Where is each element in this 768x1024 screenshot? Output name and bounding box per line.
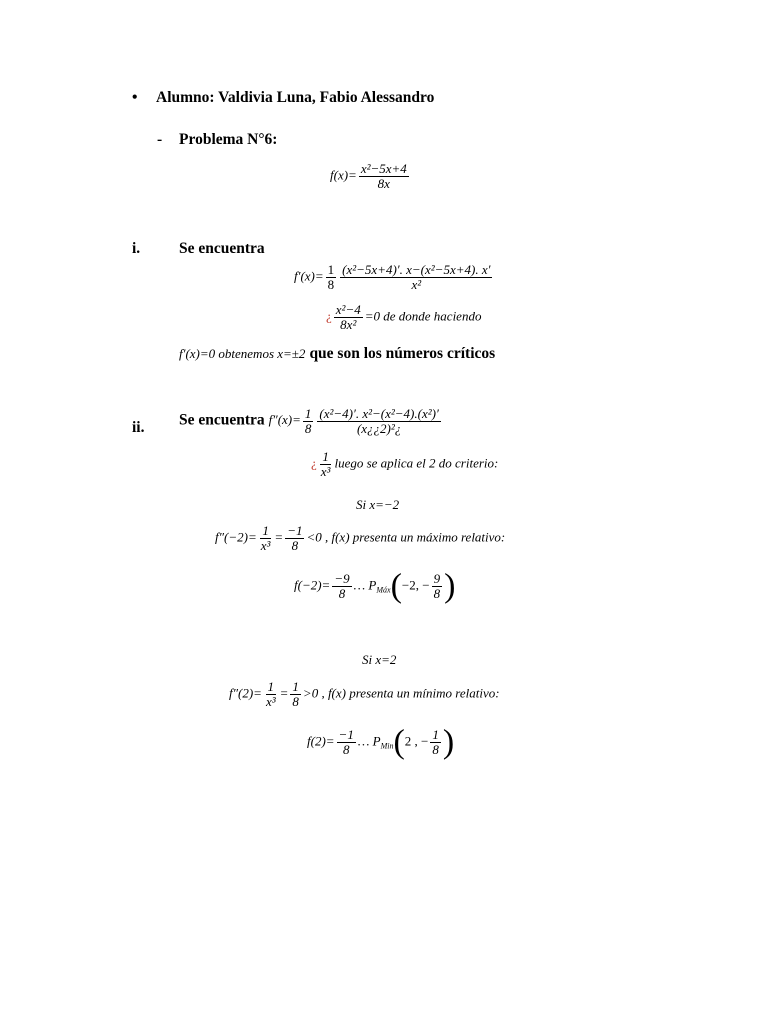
case-1-conclusion: <0 , f(x) presenta un máximo relativo: [306,529,506,545]
coef-denominator: 8 [327,277,335,292]
critical-points-line [179,345,495,363]
min-subscript: Min [380,741,394,751]
simplified-numerator: x²−4 [335,302,361,317]
function-numerator: x²−5x+4 [360,161,407,176]
case-1-value-lhs: f(−2)= [294,577,331,593]
case-1-frac2-num: −1 [287,523,303,538]
case-2-value-lhs: f(2)= [307,733,335,749]
simplified-numerator: 1 [322,449,329,464]
case-2-frac1-den: x³ [265,694,276,709]
critical-points-math: f′(x)=0 obtenemos x=±2 [179,346,306,361]
case-1-value-den: 8 [338,586,346,601]
min-point-label: … P [357,733,381,749]
case-2-frac1-num: 1 [267,679,275,694]
second-derivative-line [179,407,443,436]
dash-marker: - [157,131,163,148]
section-i-roman: i. [132,240,141,257]
max-point-label: … P [353,577,377,593]
min-point-den: 8 [432,742,439,757]
case-2-value-den: 8 [342,742,350,757]
function-lhs: f(x)= [330,167,357,183]
max-point-x: −2, − [401,577,430,593]
first-derivative-lhs: f′(x)= [294,268,324,284]
second-quotient-denominator: (x¿¿2)²¿ [356,421,402,436]
case-1-title: Si x=−2 [356,497,400,512]
section-ii-label: Se encuentra [179,411,265,429]
case-2-value: f(2)= $\frac{-1}{8}$ … $P_{Min}(2$ , − $\frac{1}{8}$ ) [307,723,455,761]
bullet-marker: • [132,89,138,106]
simplified-denominator: 8x² [340,317,357,332]
max-point-den: 8 [433,586,441,601]
second-quotient-numerator: (x²−4)′. x²−(x²−4).(x²)′ [319,406,439,421]
max-subscript: Máx [376,585,391,595]
case-1-frac1-den: x³ [260,538,271,553]
coef-numerator: 1 [304,406,312,421]
min-point-x: 2 , − [404,733,429,749]
second-derivative-lhs: f″(x)= [268,412,301,428]
glyph-artifact: ¿ [311,455,317,471]
case-2-evaluation [229,680,500,709]
equals-sign: = [279,685,289,701]
simplified-denominator: x³ [320,464,331,479]
quotient-rule-numerator: (x²−5x+4)′. x−(x²−5x+4). x′ [342,262,491,277]
case-1-frac2-den: 8 [291,538,299,553]
second-derivative-simplified [311,450,498,479]
simplified-derivative [326,303,481,332]
case-2-conclusion: >0 , f(x) presenta un mínimo relativo: [302,685,500,701]
section-ii-roman: ii. [132,419,145,436]
problem-title: Problema N°6: [179,131,278,148]
max-point-num: 9 [433,571,441,586]
case-1-evaluation [215,524,505,553]
equals-sign: = [274,529,284,545]
function-definition [330,162,411,191]
case-1-value: f(−2)= $\frac{-9}{8}$ … $P_{Máx}(-2$, − $\frac{9}{8}$ ) [294,567,456,605]
student-name: Alumno: Valdivia Luna, Fabio Alessandro [156,89,435,106]
glyph-artifact: ¿ [326,308,332,324]
case-1-value-num: −9 [334,571,350,586]
criterion-text: luego se aplica el 2 do criterio: [334,455,499,471]
case-1-lhs: f″(−2)= [215,529,257,545]
coef-denominator: 8 [304,421,312,436]
section-i-label: Se encuentra [179,240,265,257]
coef-numerator: 1 [327,262,335,277]
case-2-frac2-den: 8 [292,694,299,709]
quotient-rule-denominator: x² [411,277,422,292]
function-denominator: 8x [377,176,390,191]
critical-points-text: que son los números críticos [309,345,496,362]
case-2-lhs: f″(2)= [229,685,262,701]
case-2-title: Si x=2 [362,652,397,667]
case-2-frac2-num: 1 [292,679,299,694]
min-point-num: 1 [432,727,439,742]
case-1-frac1-num: 1 [262,523,269,538]
case-2-value-num: −1 [338,727,354,742]
first-derivative-expression [294,263,494,292]
simplified-rest: =0 de donde haciendo [364,308,482,324]
